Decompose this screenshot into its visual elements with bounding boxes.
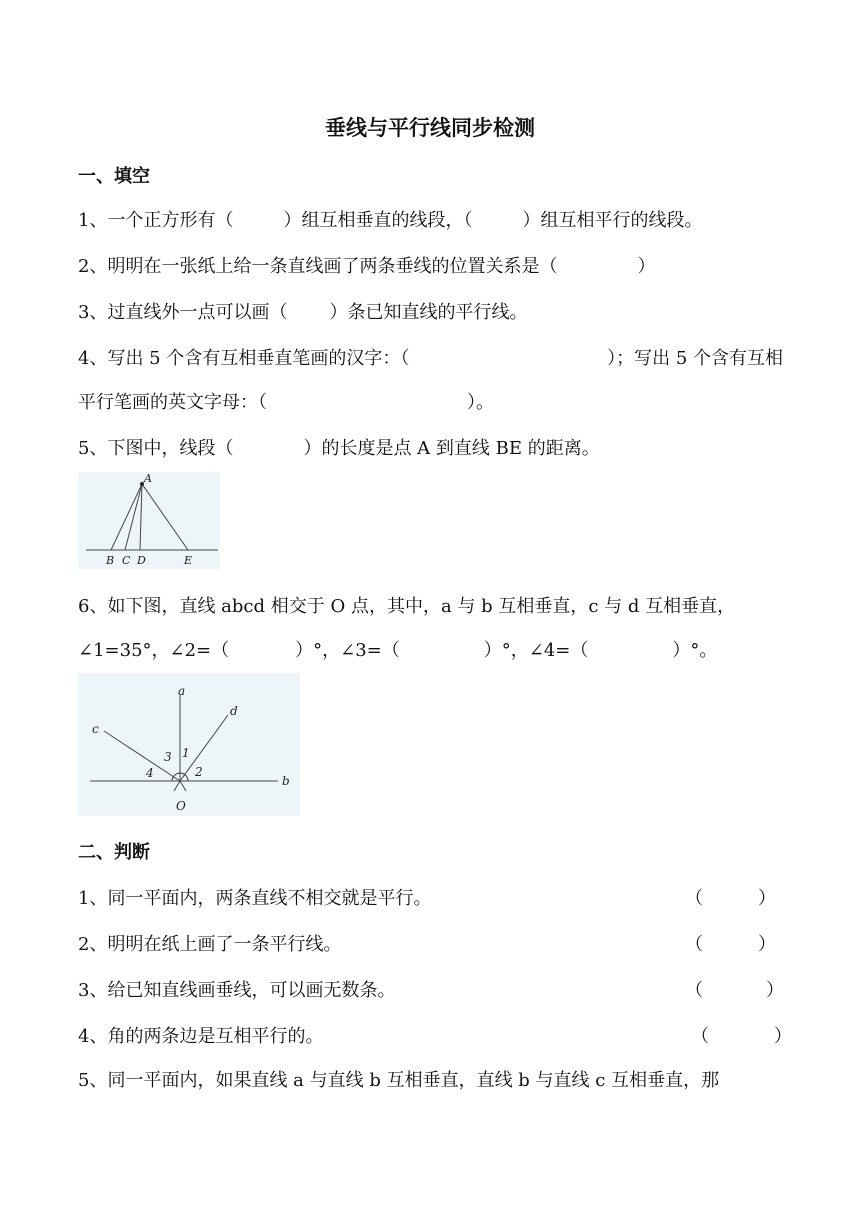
label-line-a: a (178, 684, 186, 698)
judgement-5: 5、同一平面内，如果直线 a 与直线 b 互相垂直，直线 b 与直线 c 互相垂直，那 (78, 1070, 720, 1091)
judgement-4: 4、角的两条边是互相平行的。 (78, 1026, 324, 1047)
question-1-4-line1: 4、写出 5 个含有互相垂直笔画的汉字：（ ）；写出 5 个含有互相 (78, 348, 783, 369)
angle-label-2: 2 (195, 765, 203, 779)
judgement-2-answer-open: （ (685, 934, 703, 955)
judgement-3-answer-close: ） (766, 980, 784, 1001)
figure-point-line-distance (78, 472, 220, 569)
label-B: B (106, 554, 115, 567)
judgement-2-answer-close: ） (758, 934, 776, 955)
figure-1-svg (78, 472, 220, 569)
section-heading-fill-blank: 一、填空 (78, 166, 150, 187)
question-1-1: 1、一个正方形有（ ）组互相垂直的线段，（ ）组互相平行的线段。 (78, 210, 703, 231)
angle-label-3: 3 (164, 750, 172, 764)
judgement-2: 2、明明在纸上画了一条平行线。 (78, 934, 342, 955)
judgement-1: 1、同一平面内，两条直线不相交就是平行。 (78, 888, 432, 909)
label-A: A (144, 472, 152, 485)
judgement-1-answer-close: ） (758, 888, 776, 909)
judgement-4-answer-open: （ (691, 1026, 709, 1047)
figure-intersecting-lines (78, 673, 300, 816)
question-1-5: 5、下图中，线段（ ）的长度是点 A 到直线 BE 的距离。 (78, 438, 600, 459)
label-C: C (122, 554, 131, 567)
question-1-3: 3、过直线外一点可以画（ ）条已知直线的平行线。 (78, 302, 528, 323)
label-line-c: c (92, 722, 99, 736)
angle-label-4: 4 (146, 766, 154, 780)
judgement-4-answer-close: ） (774, 1026, 792, 1047)
judgement-3-answer-open: （ (685, 980, 703, 1001)
label-line-d: d (230, 704, 238, 718)
angle-label-1: 1 (182, 746, 190, 760)
section-heading-judgement: 二、判断 (78, 842, 150, 863)
question-1-2: 2、明明在一张纸上给一条直线画了两条垂线的位置关系是（ ） (78, 256, 656, 277)
question-1-6-line2: ∠1=35°，∠2=（ ）°，∠3=（ ）°，∠4=（ ）°。 (78, 640, 718, 661)
label-line-b: b (282, 774, 290, 788)
label-point-O: O (176, 799, 186, 813)
figure-2-svg (78, 673, 300, 816)
judgement-3: 3、给已知直线画垂线，可以画无数条。 (78, 980, 396, 1001)
question-1-4-line2: 平行笔画的英文字母：（ ）。 (78, 392, 494, 413)
question-1-6-line1: 6、如下图，直线 abcd 相交于 O 点，其中，a 与 b 互相垂直，c 与 d 互相垂直， (78, 596, 736, 617)
page-title: 垂线与平行线同步检测 (325, 116, 535, 140)
judgement-1-answer-open: （ (685, 888, 703, 909)
label-E: E (184, 554, 193, 567)
label-D: D (137, 554, 146, 567)
